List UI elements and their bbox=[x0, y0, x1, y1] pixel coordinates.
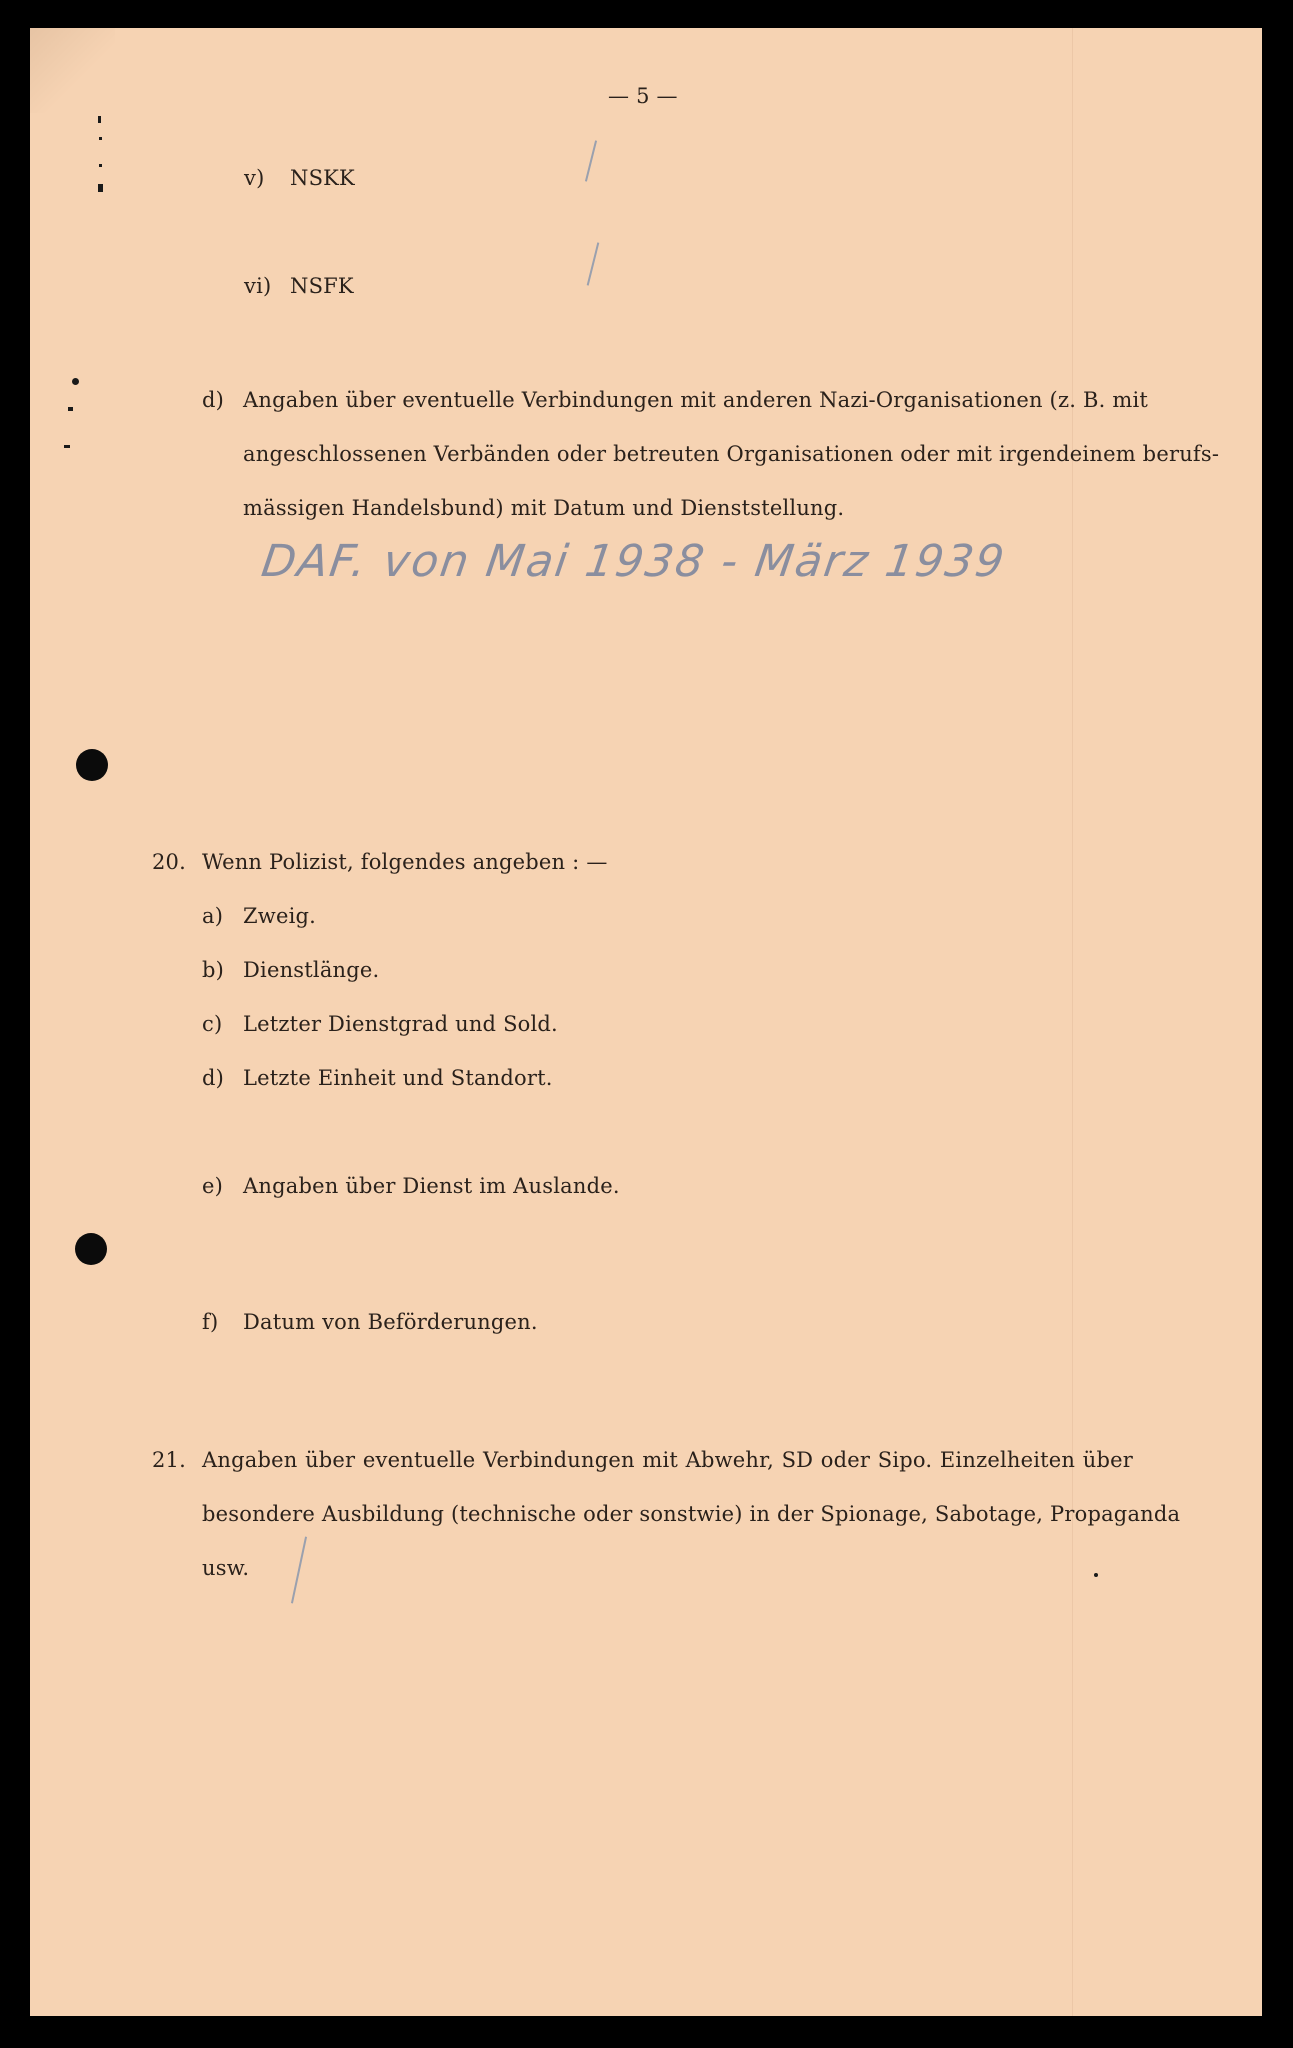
q20-label-a: a) bbox=[202, 904, 224, 928]
q20-label-c: c) bbox=[202, 1012, 223, 1036]
item-label-vi: vi) bbox=[244, 274, 272, 298]
punch-hole-top bbox=[76, 749, 108, 781]
edge-mark bbox=[99, 164, 102, 167]
q20-label-f: f) bbox=[202, 1310, 219, 1334]
question-21-number: 21. bbox=[152, 1448, 186, 1472]
question-20-number: 20. bbox=[152, 850, 186, 874]
document-page bbox=[30, 28, 1262, 2016]
question-21-line-1: Angaben über eventuelle Verbindungen mit Abwehr, SD oder Sipo. Einzelheiten über bbox=[202, 1448, 1133, 1472]
page-number: — 5 — bbox=[608, 84, 678, 108]
q20-text-e: Angaben über Dienst im Auslande. bbox=[243, 1174, 620, 1198]
paper-corner-shading bbox=[30, 28, 115, 113]
edge-mark bbox=[99, 137, 102, 140]
item-label-d: d) bbox=[202, 388, 225, 412]
q20-text-f: Datum von Beförderungen. bbox=[243, 1310, 538, 1334]
question-20-text: Wenn Polizist, folgendes angeben : — bbox=[202, 850, 608, 874]
item-d-line-2: angeschlossenen Verbänden oder betreuten Organisationen oder mit irgendeinem berufs- bbox=[243, 442, 1220, 466]
q20-text-c: Letzter Dienstgrad und Sold. bbox=[243, 1012, 558, 1036]
item-d-line-1: Angaben über eventuelle Verbindungen mit anderen Nazi-Organisationen (z. B. mit bbox=[243, 388, 1149, 412]
punch-hole-bottom bbox=[75, 1233, 107, 1265]
question-21-line-2: besondere Ausbildung (technische oder sonstwie) in der Spionage, Sabotage, Propaganda bbox=[202, 1502, 1181, 1526]
item-label-v: v) bbox=[244, 166, 265, 190]
item-d-line-3: mässigen Handelsbund) mit Datum und Dienststellung. bbox=[243, 496, 845, 520]
item-text-nskk: NSKK bbox=[290, 166, 355, 190]
handwritten-tick-nsfk bbox=[587, 242, 600, 285]
q20-text-a: Zweig. bbox=[243, 904, 317, 928]
edge-mark bbox=[98, 184, 103, 192]
ink-dot bbox=[1094, 1573, 1098, 1577]
handwritten-tick-nskk bbox=[585, 140, 597, 181]
edge-mark bbox=[98, 116, 101, 123]
handwritten-stroke-q21 bbox=[291, 1537, 307, 1604]
edge-mark bbox=[64, 445, 70, 448]
q20-label-b: b) bbox=[202, 958, 225, 982]
q20-label-d: d) bbox=[202, 1066, 225, 1090]
edge-mark bbox=[72, 378, 79, 385]
item-text-nsfk: NSFK bbox=[290, 274, 354, 298]
edge-mark bbox=[68, 407, 73, 411]
margin-rule bbox=[1072, 28, 1073, 2016]
q20-label-e: e) bbox=[202, 1174, 224, 1198]
q20-text-b: Dienstlänge. bbox=[243, 958, 380, 982]
q20-text-d: Letzte Einheit und Standort. bbox=[243, 1066, 553, 1090]
question-21-line-3: usw. bbox=[202, 1556, 250, 1580]
handwritten-answer: DAF. von Mai 1938 - März 1939 bbox=[258, 536, 1010, 587]
